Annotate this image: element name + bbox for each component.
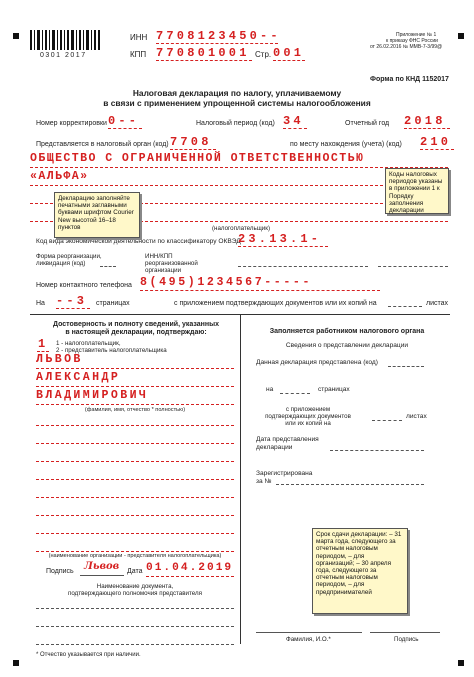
pages-label: страницах: [96, 300, 130, 307]
registration-marker-top-left: [13, 33, 19, 39]
attach-cells[interactable]: [388, 306, 422, 307]
signer-value[interactable]: 1: [38, 337, 49, 351]
org-rep-caption: (наименование организации - представителя налогоплательщика): [48, 553, 222, 559]
kpp-value[interactable]: 770801001: [156, 46, 250, 60]
submitted-label: Данная декларация представлена (код): [256, 359, 378, 366]
form-code: Форма по КНД 1152017: [370, 76, 449, 83]
correction-underline: [108, 128, 142, 129]
reorg-code-cell[interactable]: [100, 266, 116, 267]
doc-line-1[interactable]: [36, 608, 234, 609]
location-value[interactable]: 210: [420, 135, 452, 149]
signer-option-2: 2 - представитель налогоплательщика: [56, 347, 167, 354]
signer-surname[interactable]: ЛЬВОВ: [36, 353, 83, 366]
rep-org-line-4: [36, 479, 234, 480]
right-sheets-cells[interactable]: [372, 420, 402, 421]
phone-value[interactable]: 8(495)1234567-----: [140, 276, 313, 289]
note-deadline: Срок сдачи декларации: – 31 марта года, следующего за отчетным налоговым периодом, – для организаций; – 30 апреля года, следующего за отчетным налоговым периодом, – для предпринимателей: [312, 528, 408, 614]
note-periods: Коды налоговых периодов указаны в приложении 1 к Порядку заполнения декларации: [385, 168, 449, 214]
barcode-number: 0301 2017: [40, 52, 87, 59]
title-line-1: Налоговая декларация по налогу, уплачиваемому: [132, 88, 342, 98]
official-heading: Заполняется работником налогового органа: [269, 328, 425, 335]
taxpayer-caption: (налогоплательщик): [212, 225, 271, 232]
official-fio-label: Фамилия, И.О.*: [286, 636, 331, 643]
title-line-2: в связи с применением упрощенной системы налогообложения: [103, 98, 371, 108]
location-label: по месту нахождения (учета) (код): [290, 141, 402, 148]
appendix-line-3: от 26.02.2016 № ММВ-7-3/99@: [370, 44, 443, 50]
inn-underline: [156, 43, 278, 44]
reorg-inn-label: ИНН/КПП реорганизованной организации: [145, 253, 198, 274]
doc-label-1: Наименование документа,: [96, 583, 174, 590]
rep-org-line-8: [36, 551, 234, 552]
rep-org-line-1: [36, 425, 234, 426]
right-attach-label-3: или их копий на: [285, 420, 331, 427]
okved-label: Код вида экономической деятельности по классификатору ОКВЭД: [36, 238, 241, 245]
right-pages-cells[interactable]: [280, 393, 310, 394]
kpp-label: КПП: [130, 50, 147, 59]
confirm-heading-2: в настоящей декларации, подтверждаю:: [65, 329, 207, 336]
correction-label: Номер корректировки: [36, 120, 107, 127]
registration-marker-top-right: [458, 33, 464, 39]
year-value[interactable]: 2018: [404, 114, 446, 128]
org-name-line-2[interactable]: «АЛЬФА»: [30, 170, 89, 183]
reorg-kpp-cells[interactable]: [378, 266, 448, 267]
rep-org-line-3: [36, 461, 234, 462]
registration-marker-bottom-left: [13, 660, 19, 666]
appendix-line-2: к приказу ФНС России: [386, 38, 438, 44]
name-underline: [36, 386, 234, 387]
reg-label-2: за №: [256, 478, 272, 485]
page-value[interactable]: 001: [273, 46, 305, 60]
attach-label: с приложением подтверждающих документов или их копий на: [174, 300, 377, 307]
date-label: Дата: [127, 568, 143, 575]
right-pages-label: страницах: [318, 386, 350, 393]
right-attach-label-1: с приложением: [285, 406, 331, 413]
appendix-line-1: Приложение № 1: [396, 32, 437, 38]
right-attach-label-2: подтверждающих документов: [265, 413, 351, 420]
submitted-cells[interactable]: [388, 366, 424, 367]
surname-underline: [36, 368, 234, 369]
inn-value[interactable]: 7708123450--: [156, 29, 281, 43]
okved-value[interactable]: 23.13.1-: [238, 232, 322, 246]
patronymic-underline: [36, 404, 234, 405]
tax-authority-value[interactable]: 7708: [170, 135, 212, 149]
pages-prefix: На: [36, 300, 45, 307]
signature-underline: [80, 575, 124, 576]
inn-label: ИНН: [130, 33, 148, 42]
year-underline: [404, 128, 450, 129]
location-underline: [420, 149, 454, 150]
doc-line-3[interactable]: [36, 644, 234, 645]
official-sub: Сведения о представлении декларации: [285, 342, 409, 349]
registration-marker-bottom-right: [458, 660, 464, 666]
confirm-heading-1: Достоверность и полноту сведений, указанных: [53, 321, 219, 328]
attach-suffix: листах: [426, 300, 449, 307]
footnote: * Отчество указывается при наличии.: [36, 652, 141, 658]
signer-underline: [37, 351, 49, 352]
barcode: [30, 30, 100, 50]
right-date-label-2: декларации: [256, 444, 293, 451]
rep-org-line-7: [36, 533, 234, 534]
pages-value[interactable]: --3: [56, 294, 88, 308]
right-date-label-1: Дата представления: [256, 436, 319, 443]
date-value[interactable]: 01.04.2019: [146, 562, 234, 574]
doc-line-2[interactable]: [36, 626, 234, 627]
page-underline: [273, 60, 305, 61]
phone-label: Номер контактного телефона: [36, 282, 132, 289]
date-underline: [146, 576, 234, 577]
official-sign-line: [370, 632, 440, 633]
tax-period-label: Налоговый период (код): [196, 120, 275, 127]
official-fio-line: [256, 632, 362, 633]
note-font: Декларацию заполняйте печатными заглавными буквами шрифтом Courier New высотой 16–18 пунктов: [54, 192, 140, 238]
okved-underline: [238, 246, 328, 247]
reg-cells[interactable]: [276, 484, 424, 485]
rep-org-line-6: [36, 515, 234, 516]
section-divider-vertical: [240, 314, 241, 644]
right-sheets-label: листах: [406, 413, 427, 420]
rep-org-line-5: [36, 497, 234, 498]
org-name-line-1[interactable]: ОБЩЕСТВО С ОГРАНИЧЕННОЙ ОТВЕТСТВЕННОСТЬЮ: [30, 152, 365, 165]
tax-authority-label: Представляется в налоговый орган (код): [36, 141, 169, 148]
signature[interactable]: Львов: [84, 561, 120, 572]
fio-caption: (фамилия, имя, отчество * полностью): [84, 407, 186, 413]
right-on-label: на: [266, 386, 274, 393]
rep-org-line-2: [36, 443, 234, 444]
kpp-underline: [156, 60, 252, 61]
official-sign-label: Подпись: [394, 636, 419, 643]
year-label: Отчетный год: [345, 120, 390, 127]
correction-value[interactable]: 0--: [108, 114, 140, 128]
signer-patronymic[interactable]: ВЛАДИМИРОВИЧ: [36, 389, 149, 402]
signer-option-1: 1 - налогоплательщик,: [56, 340, 121, 347]
reg-label-1: Зарегистрирована: [256, 470, 313, 477]
sign-label: Подпись: [46, 568, 74, 575]
reorg-inn-cells[interactable]: [238, 266, 368, 267]
tax-period-value[interactable]: 34: [283, 114, 304, 128]
reorg-label: Форма реорганизации, ликвидация (код): [36, 253, 102, 267]
pages-underline: [56, 308, 90, 309]
tax-period-underline: [283, 128, 307, 129]
tax-authority-underline: [170, 149, 216, 150]
signer-name[interactable]: АЛЕКСАНДР: [36, 371, 121, 384]
page-label: Стр.: [255, 50, 272, 59]
doc-label-2: подтверждающего полномочия представителя: [68, 590, 202, 597]
right-date-cells[interactable]: [330, 450, 424, 451]
phone-underline: [140, 290, 380, 291]
